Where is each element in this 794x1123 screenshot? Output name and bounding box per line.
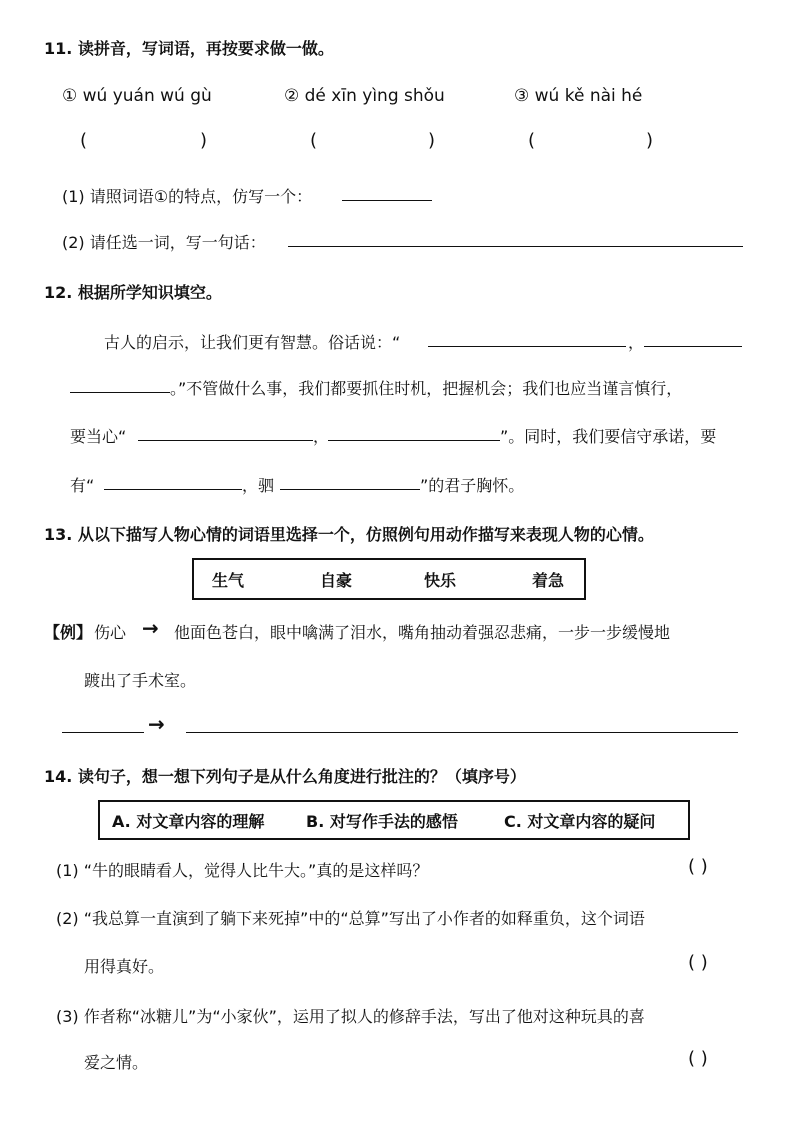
q13-word-2: 自豪 xyxy=(320,571,353,590)
q13-answer-arrow-icon: → xyxy=(148,712,165,736)
q12-blank-1[interactable] xyxy=(428,346,626,347)
q12-blank-5[interactable] xyxy=(328,440,500,441)
q12-blank-6[interactable] xyxy=(104,489,242,490)
q13-example-arrow-icon: → xyxy=(142,616,159,640)
q13-answer-word-blank[interactable] xyxy=(62,732,144,733)
q12-comma-2: ， xyxy=(313,427,330,446)
q14-option-c: C. 对文章内容的疑问 xyxy=(504,812,656,831)
q13-word-3: 快乐 xyxy=(424,571,457,590)
q14-item-1: (1) “牛的眼睛看人，觉得人比牛大。”真的是这样吗？ xyxy=(56,861,429,880)
q14-item-2: (2) “我总算一直演到了躺下来死掉”中的“总算”写出了小作者的如释重负，这个词语 xyxy=(56,909,645,928)
q12-blank-3[interactable] xyxy=(70,392,170,393)
q14-item-3: (3) 作者称“冰糖儿”为“小家伙”，运用了拟人的修辞手法，写出了他对这种玩具的喜 xyxy=(56,1007,645,1026)
q12-line2: 。”不管做什么事，我们都要抓住时机，把握机会；我们也应当谨言慎行， xyxy=(170,379,683,398)
q12-line4-end: ”的君子胸怀。 xyxy=(420,476,525,495)
q12-blank-7[interactable] xyxy=(280,489,420,490)
q12-blank-2[interactable] xyxy=(644,346,742,347)
q12-line3-start: 要当心“ xyxy=(70,427,127,446)
q13-example-text-2: 踱出了手术室。 xyxy=(84,671,197,690)
q14-item-3-cont: 爱之情。 xyxy=(84,1053,149,1072)
q11-pinyin-1: ① wú yuán wú gù xyxy=(62,86,212,106)
q11-pinyin-2: ② dé xīn yìng shǒu xyxy=(284,86,445,106)
q11-answer-1-close: ) xyxy=(200,130,208,151)
q12-line4-mid: ，驷 xyxy=(242,476,275,495)
q13-word-box xyxy=(192,558,586,600)
q11-answer-2-open: ( xyxy=(310,130,318,151)
q14-title: 14. 读句子，想一想下列句子是从什么角度进行批注的？（填序号） xyxy=(44,767,526,786)
q11-pinyin-3: ③ wú kě nài hé xyxy=(514,86,643,106)
q11-answer-3-close: ) xyxy=(646,130,654,151)
q12-line1: 古人的启示，让我们更有智慧。俗话说：“ xyxy=(104,333,401,352)
q11-answer-3-open: ( xyxy=(528,130,536,151)
q12-comma-1: ， xyxy=(628,333,645,352)
q11-sub2: (2) 请任选一词，写一句话： xyxy=(62,233,266,252)
q14-item-2-cont: 用得真好。 xyxy=(84,957,165,976)
q13-answer-sentence-blank[interactable] xyxy=(186,732,738,733)
q11-sub2-blank[interactable] xyxy=(288,246,743,247)
q12-line4-start: 有“ xyxy=(70,476,95,495)
q13-title: 13. 从以下描写人物心情的词语里选择一个，仿照例句用动作描写来表现人物的心情。 xyxy=(44,525,654,544)
q13-example-label: 【例】 xyxy=(44,623,93,642)
q14-option-b: B. 对写作手法的感悟 xyxy=(306,812,458,831)
q11-sub1: (1) 请照词语①的特点，仿写一个： xyxy=(62,187,313,206)
q14-answer-1[interactable]: ( ) xyxy=(688,856,708,877)
q13-example-word: 伤心 xyxy=(94,623,127,642)
q12-title: 12. 根据所学知识填空。 xyxy=(44,283,222,302)
q12-line3-end: ”。同时，我们要信守承诺，要 xyxy=(500,427,717,446)
q13-word-4: 着急 xyxy=(532,571,565,590)
q12-blank-4[interactable] xyxy=(138,440,313,441)
q13-example-text: 他面色苍白，眼中噙满了泪水，嘴角抽动着强忍悲痛，一步一步缓慢地 xyxy=(174,623,671,642)
q14-answer-3[interactable]: ( ) xyxy=(688,1048,708,1069)
q11-answer-2-close: ) xyxy=(428,130,436,151)
q14-option-a: A. 对文章内容的理解 xyxy=(112,812,265,831)
q11-title: 11. 读拼音，写词语，再按要求做一做。 xyxy=(44,39,334,58)
q11-answer-1-open: ( xyxy=(80,130,88,151)
q13-word-1: 生气 xyxy=(212,571,245,590)
q11-sub1-blank[interactable] xyxy=(342,200,432,201)
q14-answer-2[interactable]: ( ) xyxy=(688,952,708,973)
